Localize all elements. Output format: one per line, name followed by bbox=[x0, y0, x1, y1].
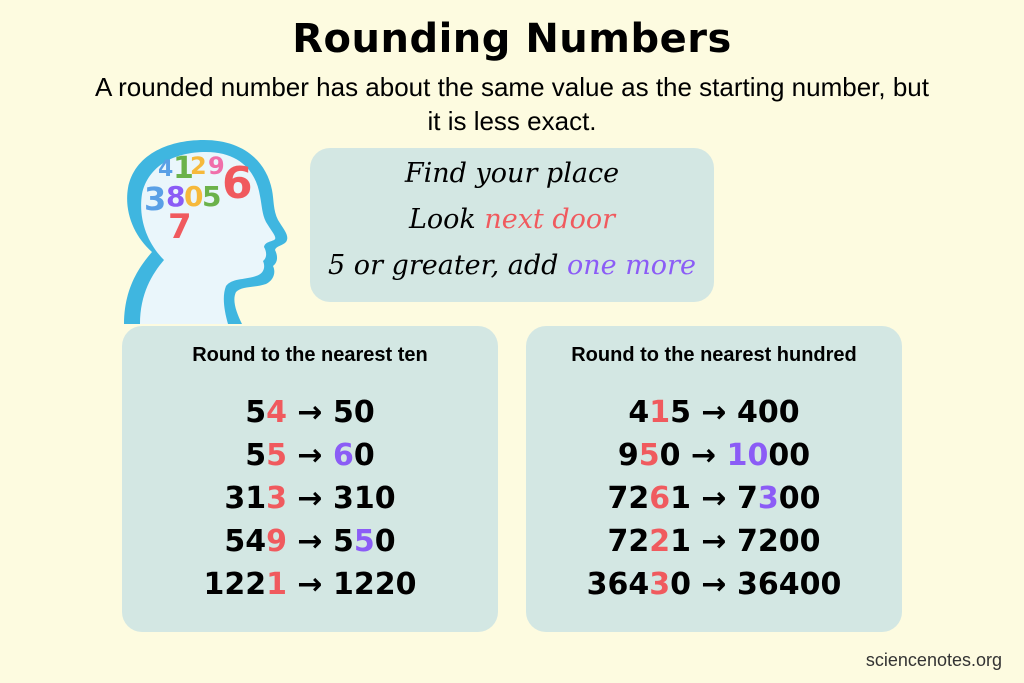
highlighted-digit: 6 bbox=[333, 438, 354, 473]
highlighted-digit: 3 bbox=[649, 567, 671, 602]
rounding-example bbox=[122, 391, 498, 434]
example-text: 5 bbox=[245, 395, 267, 430]
rounding-example bbox=[526, 434, 902, 477]
highlighted-digit: 5 bbox=[266, 438, 287, 473]
example-text: 1220 bbox=[333, 567, 417, 602]
example-text: 1 → 7 bbox=[670, 481, 758, 516]
example-text: 00 bbox=[768, 438, 811, 473]
digit-7: 7 bbox=[168, 207, 192, 247]
example-text: 00 bbox=[778, 481, 821, 516]
example-text: 310 bbox=[333, 481, 396, 516]
example-text: → bbox=[286, 438, 334, 473]
example-text: 0 bbox=[374, 524, 396, 559]
mnemonic-line-1: Find your place bbox=[404, 158, 620, 189]
example-text: 9 bbox=[617, 438, 639, 473]
highlighted-digit: 1 bbox=[266, 567, 287, 602]
rounding-example bbox=[526, 520, 902, 563]
page-title: Rounding Numbers bbox=[292, 16, 732, 62]
highlighted-digit: 10 bbox=[726, 438, 769, 473]
nearest-hundred-card bbox=[526, 326, 902, 632]
digit-3: 3 bbox=[144, 180, 167, 218]
rounding-example bbox=[122, 434, 498, 477]
card-title: Round to the nearest hundred bbox=[571, 344, 857, 366]
example-text: 72 bbox=[607, 481, 650, 516]
example-list bbox=[526, 391, 902, 606]
example-text: 5 bbox=[333, 524, 354, 559]
example-text: 0 → bbox=[659, 438, 727, 473]
rounding-example bbox=[526, 563, 902, 606]
example-text: → bbox=[286, 567, 334, 602]
example-text: 364 bbox=[586, 567, 650, 602]
digit-1: 1 bbox=[173, 151, 194, 186]
digit-8: 8 bbox=[166, 180, 186, 213]
example-text: 5 → 400 bbox=[670, 395, 800, 430]
example-list bbox=[122, 391, 498, 606]
example-text: → bbox=[286, 481, 334, 516]
example-text: 0 → 36400 bbox=[670, 567, 842, 602]
highlighted-digit: 5 bbox=[353, 524, 375, 559]
example-text: 1 → 7200 bbox=[670, 524, 821, 559]
example-text: 122 bbox=[203, 567, 267, 602]
highlighted-digit: 3 bbox=[266, 481, 287, 516]
digit-2: 2 bbox=[190, 152, 207, 180]
example-text: 31 bbox=[224, 481, 267, 516]
mnemonic-highlight-one-more: one more bbox=[567, 250, 696, 281]
digit-5: 5 bbox=[202, 180, 222, 213]
example-text: 5 bbox=[245, 438, 267, 473]
mnemonic-line-2-text: Look bbox=[408, 204, 485, 235]
card-title: Round to the nearest ten bbox=[192, 344, 428, 366]
head-with-numbers-icon bbox=[118, 140, 293, 324]
source-credit: sciencenotes.org bbox=[865, 650, 1002, 670]
nearest-ten-card bbox=[122, 326, 498, 632]
highlighted-digit: 1 bbox=[649, 395, 671, 430]
page-subtitle: A rounded number has about the same value as the starting number, but it is less exact. bbox=[95, 72, 929, 136]
example-text: 54 bbox=[224, 524, 267, 559]
digit-0: 0 bbox=[184, 180, 204, 213]
example-text: 50 bbox=[333, 395, 375, 430]
mnemonic-highlight-next-door: next door bbox=[484, 204, 616, 235]
mnemonic-line-3-text: 5 or greater, add bbox=[328, 250, 567, 281]
example-text: 72 bbox=[607, 524, 650, 559]
mnemonic-line-3 bbox=[310, 250, 714, 281]
rounding-example bbox=[122, 563, 498, 606]
highlighted-digit: 3 bbox=[757, 481, 779, 516]
digit-4: 4 bbox=[158, 157, 174, 182]
example-text: 4 bbox=[628, 395, 650, 430]
highlighted-digit: 2 bbox=[649, 524, 671, 559]
highlighted-digit: 5 bbox=[638, 438, 660, 473]
highlighted-digit: 6 bbox=[649, 481, 671, 516]
example-text: → bbox=[286, 395, 334, 430]
highlighted-digit: 4 bbox=[266, 395, 287, 430]
example-text: → bbox=[286, 524, 334, 559]
mnemonic-box bbox=[310, 148, 714, 302]
rounding-example bbox=[122, 520, 498, 563]
example-text: 0 bbox=[353, 438, 375, 473]
highlighted-digit: 9 bbox=[266, 524, 287, 559]
rounding-example bbox=[526, 391, 902, 434]
rounding-example bbox=[122, 477, 498, 520]
digit-6: 6 bbox=[222, 158, 253, 209]
rounding-example bbox=[526, 477, 902, 520]
digit-9: 9 bbox=[208, 152, 225, 180]
mnemonic-line-2 bbox=[310, 204, 714, 235]
